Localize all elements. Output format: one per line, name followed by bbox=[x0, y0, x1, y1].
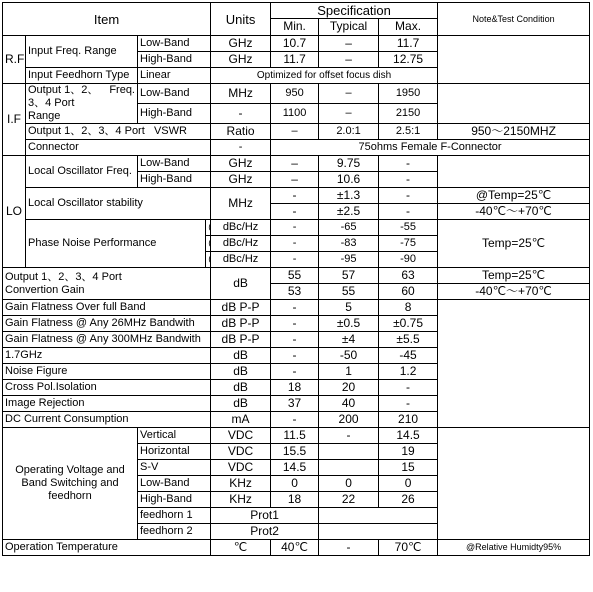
lo-phase-noise-note: Temp=25℃ bbox=[438, 220, 590, 268]
voltage-typ: 0 bbox=[319, 476, 379, 492]
rf-low-band-row bbox=[3, 36, 590, 52]
spec-row-min: - bbox=[271, 332, 319, 348]
spec-row-min: - bbox=[271, 316, 319, 332]
spec-row-max: 1.2 bbox=[379, 364, 438, 380]
lo-freq-low-max: - bbox=[379, 156, 438, 172]
lo-stability-row1-typ: ±1.3 bbox=[319, 188, 379, 204]
spec-row-typ: -50 bbox=[319, 348, 379, 364]
spec-row-unit: dB P-P bbox=[211, 316, 271, 332]
lo-phase-noise-label: Phase Noise Performance bbox=[26, 220, 206, 268]
lo-phase-noise-row-1 bbox=[3, 220, 590, 236]
lo-stability-row2-min: - bbox=[271, 204, 319, 220]
lo-freq-low-row bbox=[3, 156, 590, 172]
lo-freq-high-min: – bbox=[271, 172, 319, 188]
spec-rows-note bbox=[438, 300, 590, 428]
lo-phase-noise-unit-2: dBc/Hz bbox=[211, 236, 271, 252]
lo-phase-noise-min-2: - bbox=[271, 236, 319, 252]
voltage-typ: - bbox=[319, 428, 379, 444]
voltage-mode: Horizontal bbox=[138, 444, 211, 460]
spec-row-label: Gain Flatness @ Any 26MHz Bandwith bbox=[3, 316, 211, 332]
spec-row-max: ±0.75 bbox=[379, 316, 438, 332]
voltage-typ bbox=[319, 460, 379, 476]
spec-row-label: DC Current Consumption bbox=[3, 412, 211, 428]
voltage-min: 0 bbox=[271, 476, 319, 492]
if-low-band-label: Low-Band bbox=[138, 84, 211, 104]
rf-input-freq-range-label: Input Freq. Range bbox=[26, 36, 138, 68]
op-temp-note: @Relative Humidty95% bbox=[438, 540, 590, 556]
voltage-max: 19 bbox=[379, 444, 438, 460]
spec-row-unit: mA bbox=[211, 412, 271, 428]
lo-stability-row2-max: - bbox=[379, 204, 438, 220]
feedhorn-2-blank bbox=[319, 524, 438, 540]
voltage-label: Operating Voltage and Band Switching and feedhorn bbox=[3, 428, 138, 540]
rf-high-band-unit: GHz bbox=[211, 52, 271, 68]
op-temp-unit: ℃ bbox=[211, 540, 271, 556]
feedhorn-2-label: feedhorn 2 bbox=[138, 524, 211, 540]
voltage-mode: Low-Band bbox=[138, 476, 211, 492]
if-note bbox=[438, 84, 590, 124]
if-category: I.F bbox=[3, 84, 26, 156]
op-temp-max: 70℃ bbox=[379, 540, 438, 556]
gain-label-conversion: Convertion Gain bbox=[5, 283, 85, 296]
header-typical: Typical bbox=[319, 18, 379, 35]
spec-row-label: Cross Pol.Isolation bbox=[3, 380, 211, 396]
if-high-band-min: 1100 bbox=[271, 104, 319, 124]
op-temp-row bbox=[3, 540, 590, 556]
voltage-mode: Vertical bbox=[138, 428, 211, 444]
spec-row-typ: 1 bbox=[319, 364, 379, 380]
feedhorn-2-value: Prot2 bbox=[211, 524, 319, 540]
rf-high-band-min: 11.7 bbox=[271, 52, 319, 68]
rf-feedhorn-value: Optimized for offset focus dish bbox=[211, 68, 438, 84]
lo-phase-noise-min-1: - bbox=[271, 220, 319, 236]
if-vswr-label-vswr: VSWR bbox=[153, 125, 187, 137]
spec-row-max: ±5.5 bbox=[379, 332, 438, 348]
if-high-band-unit: - bbox=[211, 104, 271, 124]
lo-phase-noise-unit-3: dBc/Hz bbox=[211, 252, 271, 268]
spec-row-label: Noise Figure bbox=[3, 364, 211, 380]
lo-stability-unit: MHz bbox=[211, 188, 271, 220]
gain-row1-note: Temp=25℃ bbox=[438, 268, 590, 284]
header-max: Max. bbox=[379, 18, 438, 35]
rf-category: R.F bbox=[3, 36, 26, 84]
feedhorn-1-label: feedhorn 1 bbox=[138, 508, 211, 524]
voltage-max: 0 bbox=[379, 476, 438, 492]
rf-low-band-label: Low-Band bbox=[138, 36, 211, 52]
lo-stability-row1-min: - bbox=[271, 188, 319, 204]
rf-note bbox=[438, 36, 590, 84]
if-high-band-typ: – bbox=[319, 104, 379, 124]
spec-row-max: 8 bbox=[379, 300, 438, 316]
spec-row-unit: dB bbox=[211, 396, 271, 412]
voltage-min: 14.5 bbox=[271, 460, 319, 476]
lo-freq-high-max: - bbox=[379, 172, 438, 188]
voltage-typ bbox=[319, 444, 379, 460]
voltage-min: 15.5 bbox=[271, 444, 319, 460]
spec-row-min: - bbox=[271, 412, 319, 428]
if-low-band-typ: – bbox=[319, 84, 379, 104]
spec-row-typ: 20 bbox=[319, 380, 379, 396]
voltage-typ: 22 bbox=[319, 492, 379, 508]
voltage-mode: High-Band bbox=[138, 492, 211, 508]
feedhorn-1-value: Prot1 bbox=[211, 508, 319, 524]
lo-phase-noise-offset-2 bbox=[206, 236, 211, 252]
if-output-label-port: Output 1、2、3、4 Port bbox=[28, 84, 99, 109]
spec-row-min: - bbox=[271, 348, 319, 364]
if-low-band-max: 1950 bbox=[379, 84, 438, 104]
lo-freq-low-min: – bbox=[271, 156, 319, 172]
gain-label-port: Output 1、2、3、4 Port bbox=[5, 270, 122, 283]
if-output-label-range: Range bbox=[28, 110, 61, 122]
lo-phase-noise-min-3: - bbox=[271, 252, 319, 268]
lo-phase-noise-max-1: -55 bbox=[379, 220, 438, 236]
gain-row2-min: 53 bbox=[271, 284, 319, 300]
if-connector-unit: - bbox=[211, 140, 271, 156]
if-connector-value: 75ohms Female F-Connector bbox=[271, 140, 590, 156]
spec-row-min: 37 bbox=[271, 396, 319, 412]
op-temp-label: Operation Temperature bbox=[3, 540, 211, 556]
lo-freq-high-label: High-Band bbox=[138, 172, 211, 188]
if-vswr-label-port: Output 1、2、3、4 Port bbox=[28, 125, 145, 137]
gain-row2-typ: 55 bbox=[319, 284, 379, 300]
header-specification: Specification bbox=[271, 3, 438, 19]
header-item: Item bbox=[3, 3, 211, 36]
spec-row-max: -45 bbox=[379, 348, 438, 364]
spec-row-label: Gain Flatness Over full Band bbox=[3, 300, 211, 316]
lo-phase-noise-unit-1: dBc/Hz bbox=[211, 220, 271, 236]
voltage-max: 15 bbox=[379, 460, 438, 476]
header-units: Units bbox=[211, 3, 271, 36]
voltage-note bbox=[438, 428, 590, 540]
feedhorn-1-blank bbox=[319, 508, 438, 524]
if-low-band-row bbox=[3, 84, 590, 104]
lo-freq-high-unit: GHz bbox=[211, 172, 271, 188]
op-temp-typ: - bbox=[319, 540, 379, 556]
header-min: Min. bbox=[271, 18, 319, 35]
gain-row1-typ: 57 bbox=[319, 268, 379, 284]
if-vswr-label bbox=[26, 124, 211, 140]
lo-category: LO bbox=[3, 156, 26, 268]
if-low-band-unit: MHz bbox=[211, 84, 271, 104]
spec-row-min: - bbox=[271, 364, 319, 380]
spec-row-min: - bbox=[271, 300, 319, 316]
lo-phase-noise-offset-3 bbox=[206, 252, 211, 268]
rf-high-band-label: High-Band bbox=[138, 52, 211, 68]
rf-feedhorn-type: Linear bbox=[138, 68, 211, 84]
lo-phase-noise-max-3: -90 bbox=[379, 252, 438, 268]
spec-row-unit: dB bbox=[211, 364, 271, 380]
if-high-band-label: High-Band bbox=[138, 104, 211, 124]
gain-row1-min: 55 bbox=[271, 268, 319, 284]
header-row bbox=[3, 3, 590, 19]
spec-row-typ: 5 bbox=[319, 300, 379, 316]
spec-row-unit: dB P-P bbox=[211, 332, 271, 348]
lo-freq-note bbox=[438, 156, 590, 188]
gain-unit: dB bbox=[211, 268, 271, 300]
spec-row-min: 18 bbox=[271, 380, 319, 396]
spec-row-max: - bbox=[379, 380, 438, 396]
gain-row2-max: 60 bbox=[379, 284, 438, 300]
lo-stability-row-1 bbox=[3, 188, 590, 204]
spec-row-max: - bbox=[379, 396, 438, 412]
voltage-unit: KHz bbox=[211, 476, 271, 492]
lo-phase-noise-max-2: -75 bbox=[379, 236, 438, 252]
gain-row2-note: -40℃～+70℃ bbox=[438, 284, 590, 300]
lo-freq-low-label: Low-Band bbox=[138, 156, 211, 172]
rf-high-band-max: 12.75 bbox=[379, 52, 438, 68]
spec-row-unit: dB bbox=[211, 348, 271, 364]
voltage-row bbox=[3, 428, 590, 444]
spec-row-label: 1.7GHz bbox=[3, 348, 211, 364]
if-vswr-row bbox=[3, 124, 590, 140]
lo-freq-low-typ: 9.75 bbox=[319, 156, 379, 172]
rf-low-band-typ: – bbox=[319, 36, 379, 52]
lo-freq-low-unit: GHz bbox=[211, 156, 271, 172]
spec-row-typ: 40 bbox=[319, 396, 379, 412]
spec-row-max: 210 bbox=[379, 412, 438, 428]
lo-stability-row2-note: -40℃～+70℃ bbox=[438, 204, 590, 220]
spec-row-label: Gain Flatness @ Any 300MHz Bandwith bbox=[3, 332, 211, 348]
gain-label bbox=[3, 268, 211, 300]
lo-stability-row1-note: @Temp=25℃ bbox=[438, 188, 590, 204]
spec-row-typ: ±4 bbox=[319, 332, 379, 348]
voltage-mode: S-V bbox=[138, 460, 211, 476]
if-low-band-min: 950 bbox=[271, 84, 319, 104]
lo-phase-noise-typ-2: -83 bbox=[319, 236, 379, 252]
gain-row1-max: 63 bbox=[379, 268, 438, 284]
header-note: Note&Test Condition bbox=[438, 3, 590, 36]
rf-low-band-min: 10.7 bbox=[271, 36, 319, 52]
spec-row-label: Image Rejection bbox=[3, 396, 211, 412]
if-vswr-note: 950～2150MHZ bbox=[438, 124, 590, 140]
rf-low-band-unit: GHz bbox=[211, 36, 271, 52]
rf-low-band-max: 11.7 bbox=[379, 36, 438, 52]
voltage-max: 14.5 bbox=[379, 428, 438, 444]
spec-row-unit: dB bbox=[211, 380, 271, 396]
lo-stability-row2-typ: ±2.5 bbox=[319, 204, 379, 220]
if-vswr-unit: Ratio bbox=[211, 124, 271, 140]
lo-phase-noise-typ-3: -95 bbox=[319, 252, 379, 268]
spec-row-typ: ±0.5 bbox=[319, 316, 379, 332]
if-connector-label: Connector bbox=[26, 140, 211, 156]
rf-high-band-typ: – bbox=[319, 52, 379, 68]
voltage-unit: KHz bbox=[211, 492, 271, 508]
if-high-band-max: 2150 bbox=[379, 104, 438, 124]
lo-phase-noise-offset-1 bbox=[206, 220, 211, 236]
voltage-unit: VDC bbox=[211, 428, 271, 444]
spec-row-unit: dB P-P bbox=[211, 300, 271, 316]
lo-stability-row1-max: - bbox=[379, 188, 438, 204]
if-vswr-typ: 2.0:1 bbox=[319, 124, 379, 140]
gain-row-1 bbox=[3, 268, 590, 284]
if-vswr-max: 2.5:1 bbox=[379, 124, 438, 140]
specification-table bbox=[2, 2, 590, 556]
rf-feedhorn-label: Input Feedhorn Type bbox=[26, 68, 138, 84]
if-vswr-min: – bbox=[271, 124, 319, 140]
lo-freq-label: Local Oscillator Freq. bbox=[26, 156, 138, 188]
voltage-unit: VDC bbox=[211, 444, 271, 460]
voltage-unit: VDC bbox=[211, 460, 271, 476]
voltage-min: 11.5 bbox=[271, 428, 319, 444]
if-connector-row bbox=[3, 140, 590, 156]
voltage-min: 18 bbox=[271, 492, 319, 508]
spec-row bbox=[3, 300, 590, 316]
lo-stability-label: Local Oscillator stability bbox=[26, 188, 211, 220]
op-temp-min: 40℃ bbox=[271, 540, 319, 556]
if-output-label-freq: Freq. bbox=[109, 84, 135, 96]
lo-phase-noise-typ-1: -65 bbox=[319, 220, 379, 236]
spec-row-typ: 200 bbox=[319, 412, 379, 428]
voltage-max: 26 bbox=[379, 492, 438, 508]
lo-freq-high-typ: 10.6 bbox=[319, 172, 379, 188]
if-output-freq-range-label bbox=[26, 84, 138, 124]
